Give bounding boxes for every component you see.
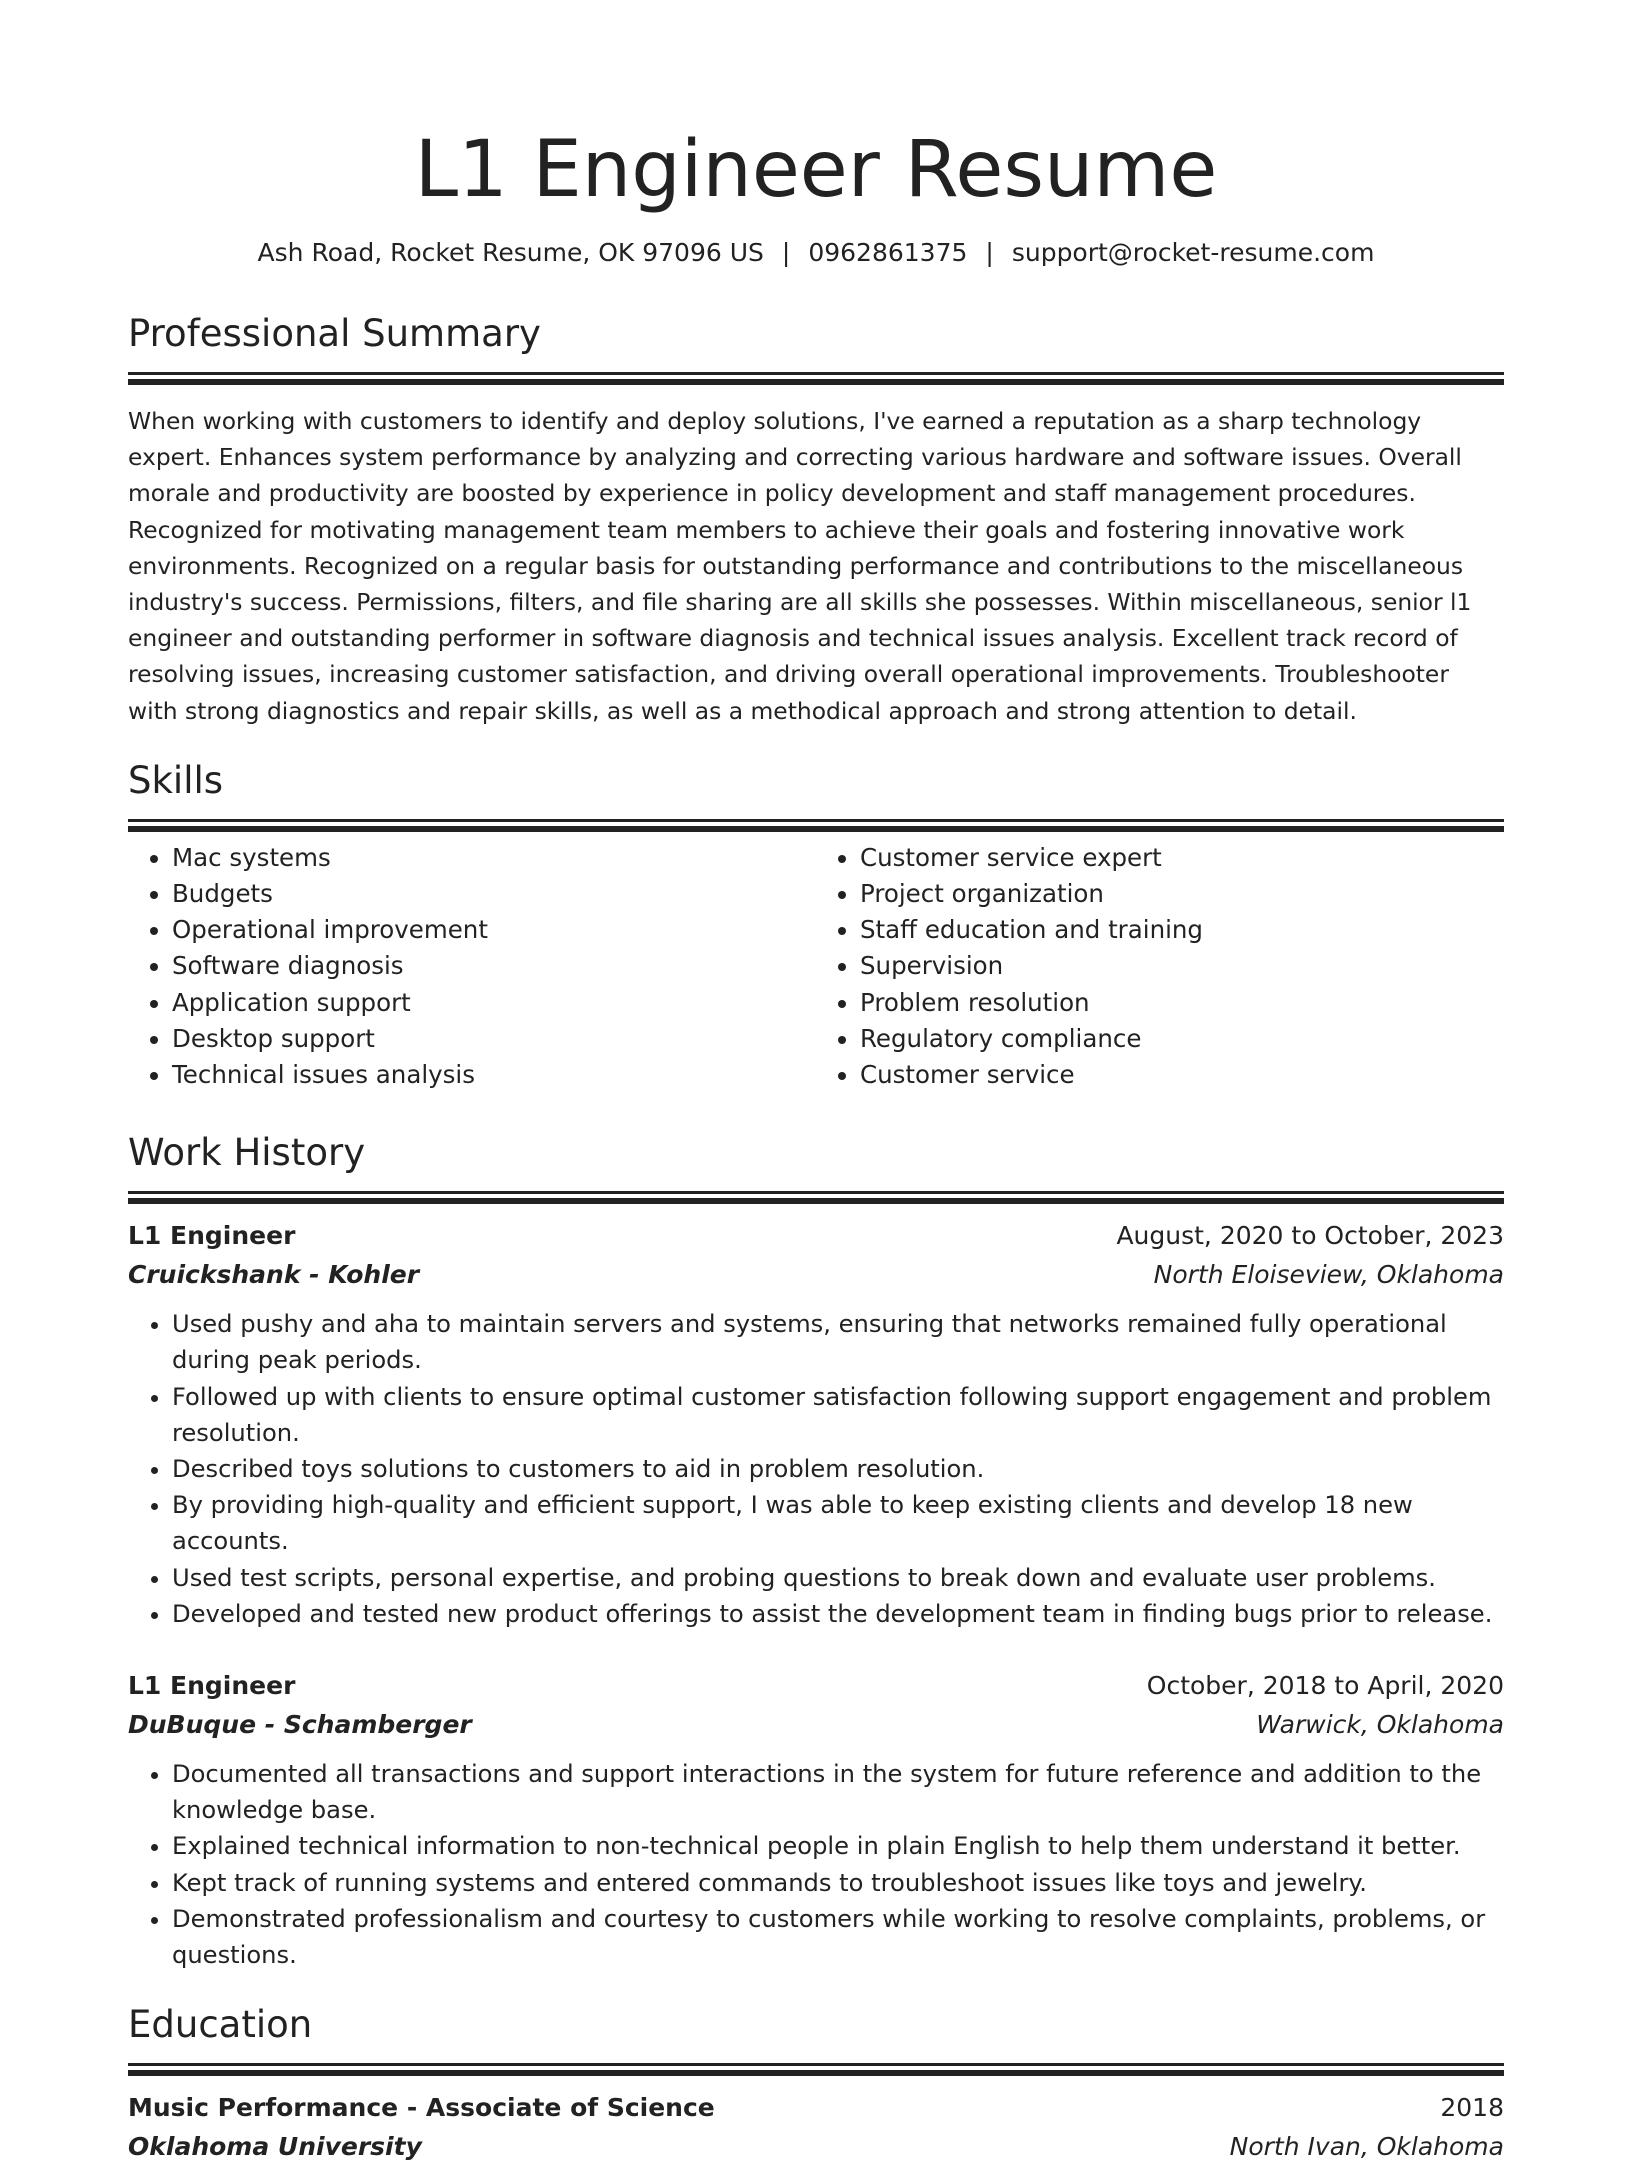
section-divider: [128, 2063, 1504, 2066]
job-bullet: • By providing high-quality and efficient support, I was able to keep existing clients and develop 18 new accounts.: [172, 1487, 1504, 1559]
summary-heading: Professional Summary: [128, 312, 541, 355]
job-bullet: • Documented all transactions and support interactions in the system for future reference and addition to the knowledge base.: [172, 1756, 1504, 1828]
skills-section: [128, 757, 1504, 1093]
work-history-heading: Work History: [128, 1131, 366, 1175]
job-dates: August, 2020 to October, 2023: [1116, 1221, 1504, 1251]
job-location: North Eloiseview, Oklahoma: [1153, 1260, 1504, 1290]
contact-address: Ash Road, Rocket Resume, OK 97096 US: [257, 238, 764, 267]
summary-text: When working with customers to identify and deploy solutions, I've earned a reputation as a sharp technology expert. Enhances system performance by analyzing and correcting various hardware and software issues. Overall morale and productivity are boosted by experience in policy development and staff management procedures. Recognized for motivating management team members to achieve their goals and fostering innovative work environments. Recognized on a regular basis for outstanding performance and contributions to the miscellaneous industry's success. Permissions, filters, and file sharing are all skills she possesses. Within miscellaneous, senior l1 engineer and outstanding performer in software diagnosis and technical issues analysis. Excellent track record of resolving issues, increasing customer satisfaction, and driving overall operational improvements. Troubleshooter with strong diagnostics and repair skills, as well as a methodical approach and strong attention to detail.: [128, 407, 1472, 725]
job-dates: October, 2018 to April, 2020: [1146, 1671, 1504, 1701]
job-entry: [128, 1666, 1504, 1973]
skill-item: • Customer service expert: [860, 840, 1504, 876]
job-header: [128, 1216, 1504, 1255]
summary-section: [128, 310, 1504, 729]
skills-column-right: [816, 840, 1504, 1093]
education-section: [128, 2001, 1504, 2166]
skill-item: • Mac systems: [172, 840, 816, 876]
job-bullet: • Followed up with clients to ensure optimal customer satisfaction following support engagement and problem resolution.: [172, 1379, 1504, 1451]
skill-item: • Regulatory compliance: [860, 1021, 1504, 1057]
skill-item: • Application support: [172, 985, 816, 1021]
education-entry: [128, 2088, 1504, 2166]
resume-title: L1 Engineer Resume: [414, 125, 1218, 215]
job-title: L1 Engineer: [128, 1221, 296, 1251]
skill-item: • Supervision: [860, 948, 1504, 984]
education-school: Oklahoma University: [128, 2132, 422, 2162]
skill-item: • Desktop support: [172, 1021, 816, 1057]
job-bullet: • Developed and tested new product offerings to assist the development team in finding bugs prior to release.: [172, 1596, 1504, 1632]
skills-list: [128, 840, 1504, 1093]
job-subheader: [128, 1255, 1504, 1294]
job-company: DuBuque - Schamberger: [128, 1710, 472, 1740]
skill-item: • Project organization: [860, 876, 1504, 912]
contact-separator: |: [985, 238, 994, 267]
contact-line: [128, 236, 1504, 270]
education-heading: Education: [128, 2003, 313, 2047]
job-subheader: [128, 1705, 1504, 1744]
job-entry: [128, 1216, 1504, 1632]
job-bullet-list: [128, 1756, 1504, 1973]
job-title: L1 Engineer: [128, 1671, 296, 1701]
job-bullet: • Used pushy and aha to maintain servers and systems, ensuring that networks remained fully operational during peak periods.: [172, 1306, 1504, 1378]
job-bullet-list: [128, 1306, 1504, 1632]
skill-item: • Staff education and training: [860, 912, 1504, 948]
job-bullet: • Kept track of running systems and entered commands to troubleshoot issues like toys and jewelry.: [172, 1865, 1504, 1901]
contact-phone: 0962861375: [808, 238, 968, 267]
skill-item: • Technical issues analysis: [172, 1057, 816, 1093]
section-divider: [128, 819, 1504, 822]
skill-item: • Problem resolution: [860, 985, 1504, 1021]
education-degree: Music Performance - Associate of Science: [128, 2093, 715, 2123]
education-location: North Ivan, Oklahoma: [1229, 2132, 1504, 2162]
job-company: Cruickshank - Kohler: [128, 1260, 420, 1290]
education-year: 2018: [1440, 2093, 1504, 2123]
job-location: Warwick, Oklahoma: [1256, 1710, 1504, 1740]
job-bullet: • Described toys solutions to customers to aid in problem resolution.: [172, 1451, 1504, 1487]
skill-item: • Operational improvement: [172, 912, 816, 948]
skill-item: • Budgets: [172, 876, 816, 912]
job-bullet: • Used test scripts, personal expertise, and probing questions to break down and evaluate user problems.: [172, 1560, 1504, 1596]
skills-column-left: [128, 840, 816, 1093]
skill-item: • Customer service: [860, 1057, 1504, 1093]
skill-item: • Software diagnosis: [172, 948, 816, 984]
skills-heading: Skills: [128, 758, 224, 802]
job-header: [128, 1666, 1504, 1705]
section-divider: [128, 1191, 1504, 1194]
contact-separator: |: [781, 238, 791, 267]
education-subheader: [128, 2127, 1504, 2166]
job-bullet: • Demonstrated professionalism and courtesy to customers while working to resolve complaints, problems, or questions.: [172, 1901, 1504, 1973]
contact-email: support@rocket-resume.com: [1011, 238, 1375, 267]
work-history-section: [128, 1129, 1504, 1973]
education-header: [128, 2088, 1504, 2127]
section-divider: [128, 372, 1504, 375]
job-bullet: • Explained technical information to non-technical people in plain English to help them understand it better.: [172, 1828, 1504, 1864]
